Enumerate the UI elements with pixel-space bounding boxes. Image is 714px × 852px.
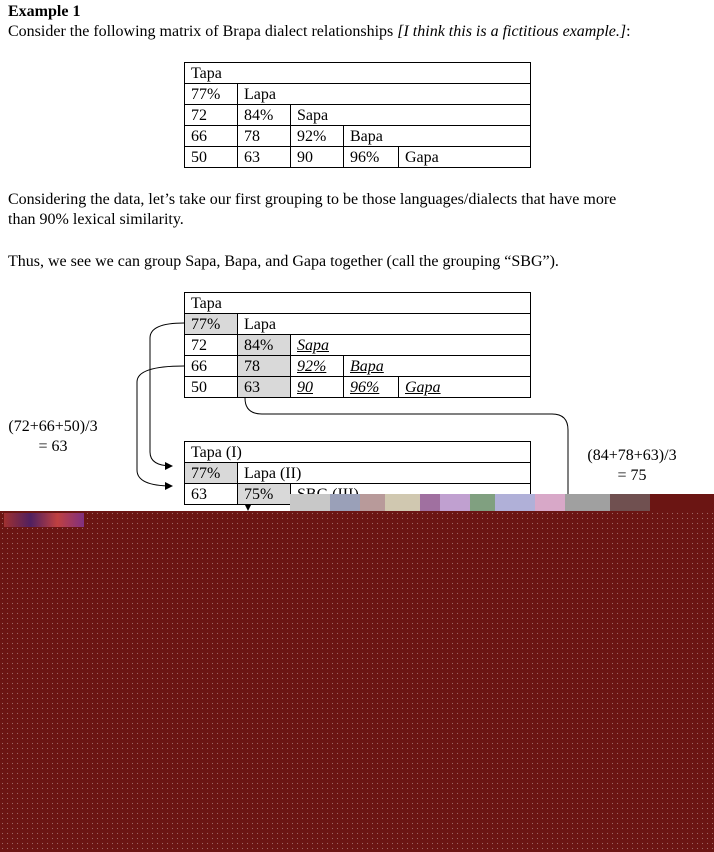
matrix-cell: Sapa bbox=[291, 105, 531, 126]
corrupted-region bbox=[0, 511, 714, 852]
calc-left bbox=[0, 417, 106, 457]
left-arrow-1 bbox=[150, 323, 184, 466]
matrix-cell: 72 bbox=[185, 335, 238, 356]
matrix-cell: Tapa bbox=[185, 293, 531, 314]
matrix-cell: 92% bbox=[291, 356, 344, 377]
intro-tail: : bbox=[626, 23, 631, 40]
matrix-cell: 84% bbox=[238, 335, 291, 356]
matrix-cell: Tapa (I) bbox=[185, 442, 531, 463]
matrix-cell: Lapa (II) bbox=[238, 463, 531, 484]
matrix-cell: 50 bbox=[185, 377, 238, 398]
matrix-row bbox=[185, 356, 531, 377]
matrix-cell: 77% bbox=[185, 463, 238, 484]
matrix-cell: 66 bbox=[185, 126, 238, 147]
matrix-cell: 63 bbox=[185, 484, 238, 505]
intro-aside: [I think this is a fictitious example.] bbox=[397, 23, 627, 40]
matrix-cell: 75% bbox=[238, 484, 291, 505]
matrix-cell: 78 bbox=[238, 356, 291, 377]
matrix-cell: 84% bbox=[238, 105, 291, 126]
matrix-row bbox=[185, 314, 531, 335]
matrix-cell: Sapa bbox=[291, 335, 531, 356]
matrix-cell: Lapa bbox=[238, 84, 531, 105]
matrix-cell: Gapa bbox=[399, 377, 531, 398]
paragraph-1-line-2: than 90% lexical similarity. bbox=[8, 211, 184, 228]
glitch-fragment bbox=[4, 513, 84, 527]
matrix-cell: 90 bbox=[291, 377, 344, 398]
dialect-matrix-2 bbox=[184, 292, 531, 398]
matrix-cell: 78 bbox=[238, 126, 291, 147]
matrix-cell: 96% bbox=[344, 147, 399, 168]
matrix-cell: 50 bbox=[185, 147, 238, 168]
calc-left-line-2: = 63 bbox=[38, 438, 68, 455]
matrix-cell: Bapa bbox=[344, 356, 531, 377]
intro-text: Consider the following matrix of Brapa dialect relationships bbox=[8, 23, 398, 40]
matrix-cell: 63 bbox=[238, 377, 291, 398]
left-arrow-2 bbox=[137, 366, 184, 486]
matrix-row bbox=[185, 442, 531, 463]
matrix-cell: Lapa bbox=[238, 314, 531, 335]
matrix-cell: 72 bbox=[185, 105, 238, 126]
calc-right bbox=[576, 446, 688, 486]
example-heading: Example 1 bbox=[8, 3, 81, 20]
matrix-row bbox=[185, 293, 531, 314]
matrix-cell: Tapa bbox=[185, 63, 531, 84]
matrix-cell: Gapa bbox=[399, 147, 531, 168]
matrix-cell: 90 bbox=[291, 147, 344, 168]
matrix-row bbox=[185, 377, 531, 398]
glitch-strip bbox=[0, 494, 714, 512]
calc-right-line-1: (84+78+63)/3 bbox=[587, 447, 677, 464]
paragraph-2: Thus, we see we can group Sapa, Bapa, and Gapa together (call the grouping “SBG”). bbox=[8, 253, 559, 270]
matrix-cell: 66 bbox=[185, 356, 238, 377]
paragraph-1-line-1: Considering the data, let’s take our first grouping to be those languages/dialects that have more bbox=[8, 191, 617, 208]
matrix-cell: 63 bbox=[238, 147, 291, 168]
matrix-cell: 77% bbox=[185, 84, 238, 105]
matrix-cell: 77% bbox=[185, 314, 238, 335]
matrix-row bbox=[185, 335, 531, 356]
calc-left-line-1: (72+66+50)/3 bbox=[8, 418, 98, 435]
matrix-cell: 96% bbox=[344, 377, 399, 398]
calc-right-line-2: = 75 bbox=[617, 467, 647, 484]
matrix-cell: Bapa bbox=[344, 126, 531, 147]
matrix-cell: 92% bbox=[291, 126, 344, 147]
matrix-row bbox=[185, 463, 531, 484]
